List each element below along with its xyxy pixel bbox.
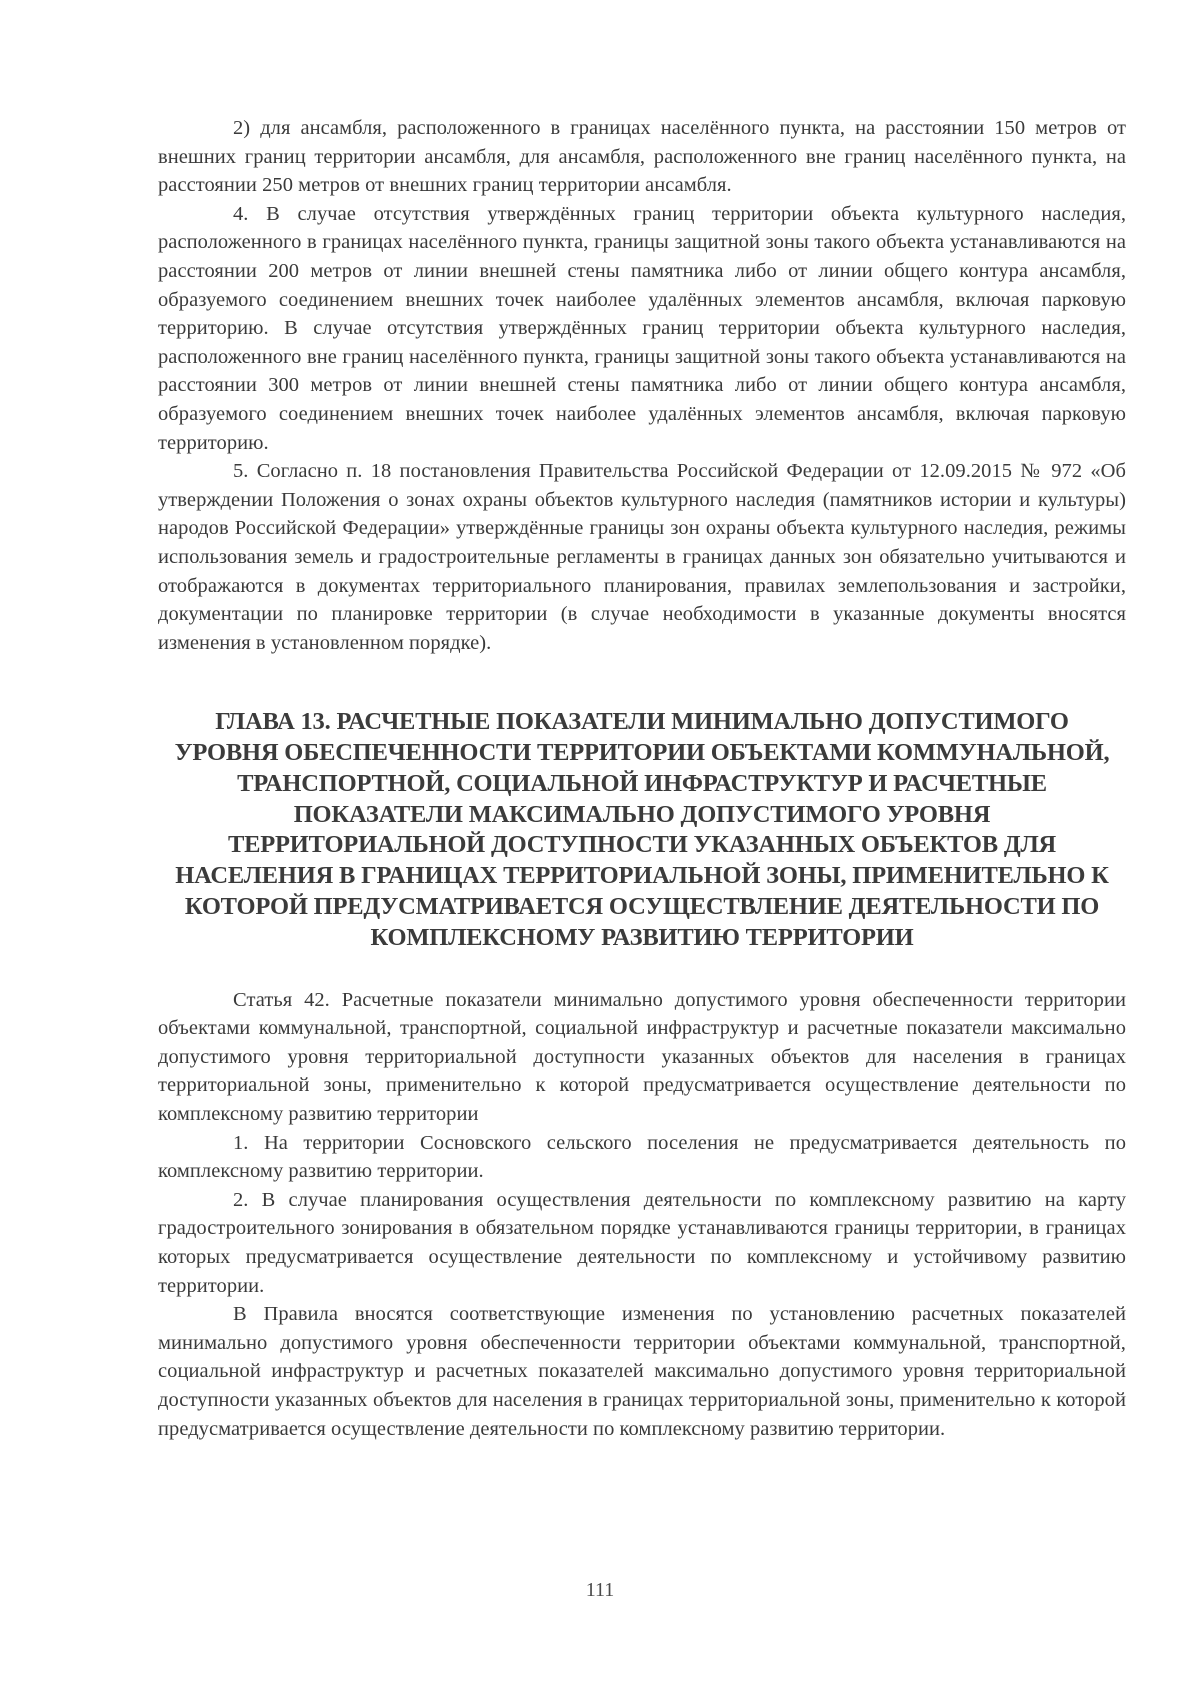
article-title: Статья 42. Расчетные показатели минимально допустимого уровня обеспеченности территории объектами коммунальной, транспортной, социальной инфраструктур и расчетные показатели максимально допустимого уровня территориальной доступности указанных объектов для населения в границах территориальной зоны, применительно к которой предусматривается осуществление деятельности по комплексному развитию территории [158,988,1126,1126]
chapter-heading: ГЛАВА 13. РАСЧЕТНЫЕ ПОКАЗАТЕЛИ МИНИМАЛЬНО ДОПУСТИМОГО УРОВНЯ ОБЕСПЕЧЕННОСТИ ТЕРРИТОРИИ ОБЪЕКТАМИ КОММУНАЛЬНОЙ, ТРАНСПОРТНОЙ, СОЦИАЛЬНОЙ ИНФРАСТРУКТУР И РАСЧЕТНЫЕ ПОКАЗАТЕЛИ МАКСИМАЛЬНО ДОПУСТИМОГО УРОВНЯ ТЕРРИТОРИАЛЬНОЙ ДОСТУПНОСТИ УКАЗАННЫХ ОБЪЕКТОВ ДЛЯ НАСЕЛЕНИЯ В ГРАНИЦАХ ТЕРРИТОРИАЛЬНОЙ ЗОНЫ, ПРИМЕНИТЕЛЬНО К КОТОРОЙ ПРЕДУСМАТРИВАЕТСЯ ОСУЩЕСТВЛЕНИЕ ДЕЯТЕЛЬНОСТИ ПО КОМПЛЕКСНОМУ РАЗВИТИЮ ТЕРРИТОРИИ [174,708,1110,951]
paragraph-clause-4: 4. В случае отсутствия утверждённых границ территории объекта культурного наследия, расположенного в границах населённого пункта, границы защитной зоны такого объекта устанавливаются на расстоянии 200 метров от линии внешней стены памятника либо от линии общего контура ансамбля, образуемого соединением внешних точек наиболее удалённых элементов ансамбля, включая парковую территорию. В случае отсутствия утверждённых границ территории объекта культурного наследия, расположенного вне границ населённого пункта, границы защитной зоны такого объекта устанавливаются на расстоянии 300 метров от линии внешней стены памятника либо от линии общего контура ансамбля, образуемого соединением внешних точек наиболее удалённых элементов ансамбля, включая парковую территорию. [158,202,1126,454]
paragraph-clause-5: 5. Согласно п. 18 постановления Правительства Российской Федерации от 12.09.2015 № 972 «Об утверждении Положения о зонах охраны объектов культурного наследия (памятников истории и культуры) народов Российской Федерации» утверждённые границы зон охраны объекта культурного наследия, режимы использования земель и градостроительные регламенты в границах данных зон обязательно учитываются и отображаются в документах территориального планирования, правилах землепользования и застройки, документации по планировке территории (в случае необходимости в указанные документы вносятся изменения в установленном порядке). [158,460,1126,654]
article-item-2: 2. В случае планирования осуществления деятельности по комплексному развитию на карту градостроительного зонирования в обязательном порядке устанавливаются границы территории, в границах которых предусматривается осуществление деятельности по комплексному и устойчивому развитию территории. [158,1188,1126,1297]
paragraph-item-2-ensemble: 2) для ансамбля, расположенного в границах населённого пункта, на расстоянии 150 метров от внешних границ территории ансамбля, для ансамбля, расположенного вне границ населённого пункта, на расстоянии 250 метров от внешних границ территории ансамбля. [158,117,1126,197]
page-content [158,114,1126,1443]
page-number: 111 [585,1579,615,1601]
article-item-1: 1. На территории Сосновского сельского поселения не предусматривается деятельность по комплексному развитию территории. [158,1131,1126,1183]
article-42 [158,986,1126,1444]
article-item-amendments: В Правила вносятся соответствующие изменения по установлению расчетных показателей минимально допустимого уровня обеспеченности территории объектами коммунальной, транспортной, социальной инфраструктур и расчетных показателей максимально допустимого уровня территориальной доступности указанных объектов для населения в границах территориальной зоны, применительно к которой предусматривается осуществление деятельности по комплексному развитию территории. [158,1303,1126,1440]
